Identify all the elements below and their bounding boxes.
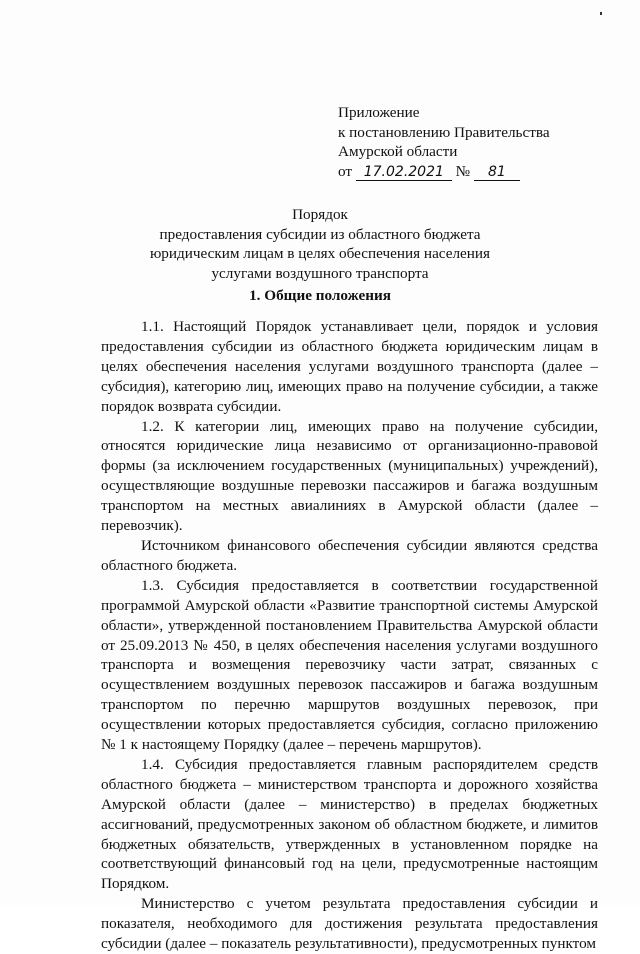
- paragraph: Министерство с учетом результата предоставления субсидии и показателя, необходимого для достижения результата предоставления субсидии (далее – показатель результативности), предусмотренных пунктом: [101, 895, 598, 953]
- title-line: Порядок: [292, 206, 348, 223]
- appendix-header: [338, 103, 550, 181]
- title-line: предоставления субсидии из областного бюджета: [159, 225, 481, 243]
- paragraph: Источником финансового обеспечения субсидии являются средства областного бюджета.: [101, 536, 598, 574]
- paragraph: 1.2. К категории лиц, имеющих право на получение субсидии, относятся юридические лица независимо от организационно-правовой формы (за исключением государственных (муниципальных) учреждений), осуществляющие воздушные перевозки пассажиров и багажа воздушным транспортом на местных авиалиниях в Амурской области (далее – перевозчик).: [101, 417, 598, 535]
- handwritten-number: 81: [474, 164, 520, 181]
- title-line: услугами воздушного транспорта: [211, 264, 429, 282]
- appendix-line: Амурской области: [338, 143, 458, 160]
- paragraph: 1.3. Субсидия предоставляется в соответствии государственной программой Амурской области «Развитие транспортной системы Амурской области», утвержденной постановлением Правительства Амурской области от 25.09.2013 № 450, в целях обеспечения населения услугами воздушного транспорта и возмещения перевозчику части затрат, связанных с осуществлением воздушных перевозок пассажиров и багажа воздушным транспортом по перечню маршрутов воздушных перевозок, при осуществлении которых предоставляется субсидия, согласно приложению № 1 к настоящему Порядку (далее – перечень маршрутов).: [101, 576, 598, 754]
- section-heading: 1. Общие положения: [249, 287, 391, 304]
- appendix-line: Приложение: [338, 104, 420, 121]
- handwritten-date: 17.02.2021: [356, 164, 452, 181]
- scan-speck: [600, 12, 602, 15]
- appendix-line: к постановлению Правительства: [338, 123, 550, 141]
- title-line: юридическим лицам в целях обеспечения населения: [149, 245, 491, 262]
- paragraph: 1.1. Настоящий Порядок устанавливает цели, порядок и условия предоставления субсидии из областного бюджета юридическим лицам в целях обеспечения населения услугами воздушного транспорта (далее – субсидия), категорию лиц, имеющих право на получение субсидии, а также порядок возврата субсидии.: [101, 318, 598, 415]
- number-prefix: №: [455, 162, 471, 180]
- document-title: [0, 205, 640, 283]
- document-body: [101, 317, 598, 954]
- appendix-date-line: [338, 162, 550, 182]
- paragraph: 1.4. Субсидия предоставляется главным распорядителем средств областного бюджета – министерством транспорта и дорожного хозяйства Амурской области (далее – министерство) в пределах бюджетных ассигнований, предусмотренных законом об областном бюджете, и лимитов бюджетных обязательств, утвержденных в установленном порядке на соответствующий финансовый год на цели, предусмотренные настоящим Порядком.: [101, 755, 598, 893]
- date-prefix: от: [338, 162, 353, 180]
